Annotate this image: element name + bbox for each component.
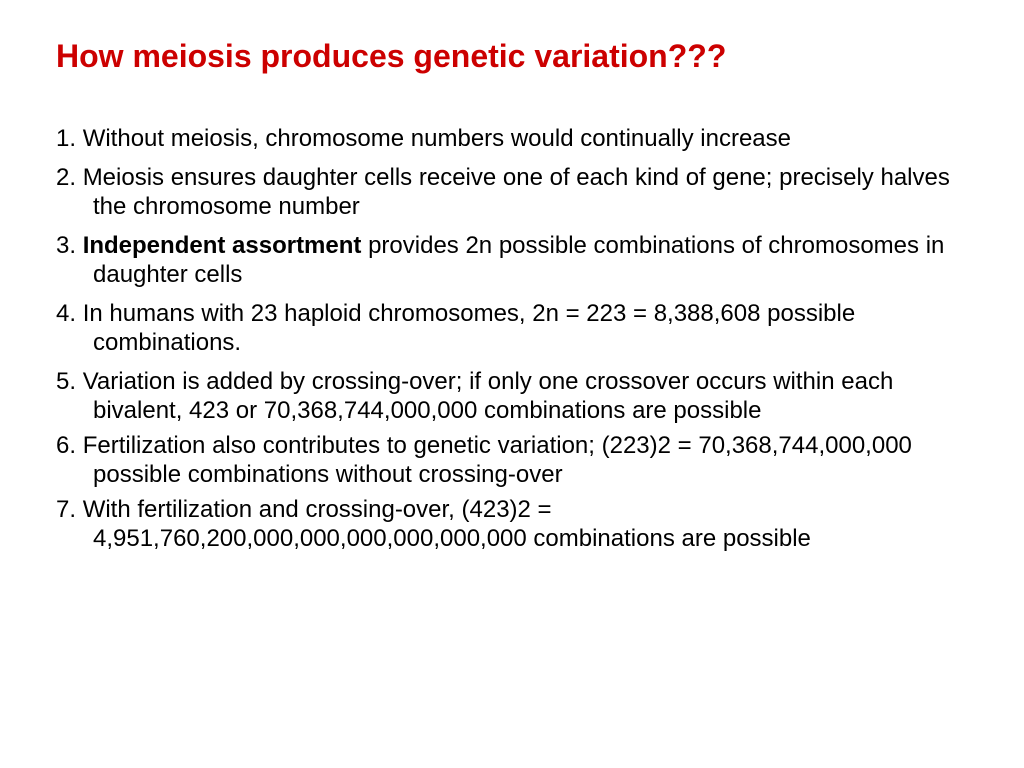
item-text: Fertilization also contributes to genetic variation; (223)2 = 70,368,744,000,000 possible combinations without crossing-over [82, 432, 912, 488]
item-number: 7. [56, 496, 83, 523]
item-number: 3. [56, 232, 83, 259]
item-number: 4. [56, 300, 83, 327]
item-number: 2. [56, 164, 83, 191]
list-item [56, 231, 956, 289]
item-text: Meiosis ensures daughter cells receive one of each kind of gene; precisely halves the chromosome number [82, 164, 950, 220]
point-list [56, 124, 956, 559]
list-item [56, 495, 956, 553]
list-item [56, 163, 956, 221]
item-text: provides 2n possible combinations of chromosomes in daughter cells [93, 232, 945, 288]
item-number: 6. [56, 432, 83, 459]
list-item [56, 431, 956, 489]
list-item [56, 124, 956, 153]
item-text: Without meiosis, chromosome numbers would continually increase [82, 125, 791, 152]
item-text: Variation is added by crossing-over; if only one crossover occurs within each bivalent, 423 or 70,368,744,000,000 combinations are possible [82, 368, 894, 424]
item-number: 1. [56, 125, 83, 152]
list-item [56, 367, 956, 425]
slide-title: How meiosis produces genetic variation??? [56, 38, 727, 74]
item-number: 5. [56, 368, 83, 395]
item-text: In humans with 23 haploid chromosomes, 2n = 223 = 8,388,608 possible combinations. [82, 300, 856, 356]
item-text: With fertilization and crossing-over, (423)2 = 4,951,760,200,000,000,000,000,000,000 combinations are possible [82, 496, 811, 552]
item-bold-term: Independent assortment [82, 232, 362, 259]
list-item [56, 299, 956, 357]
